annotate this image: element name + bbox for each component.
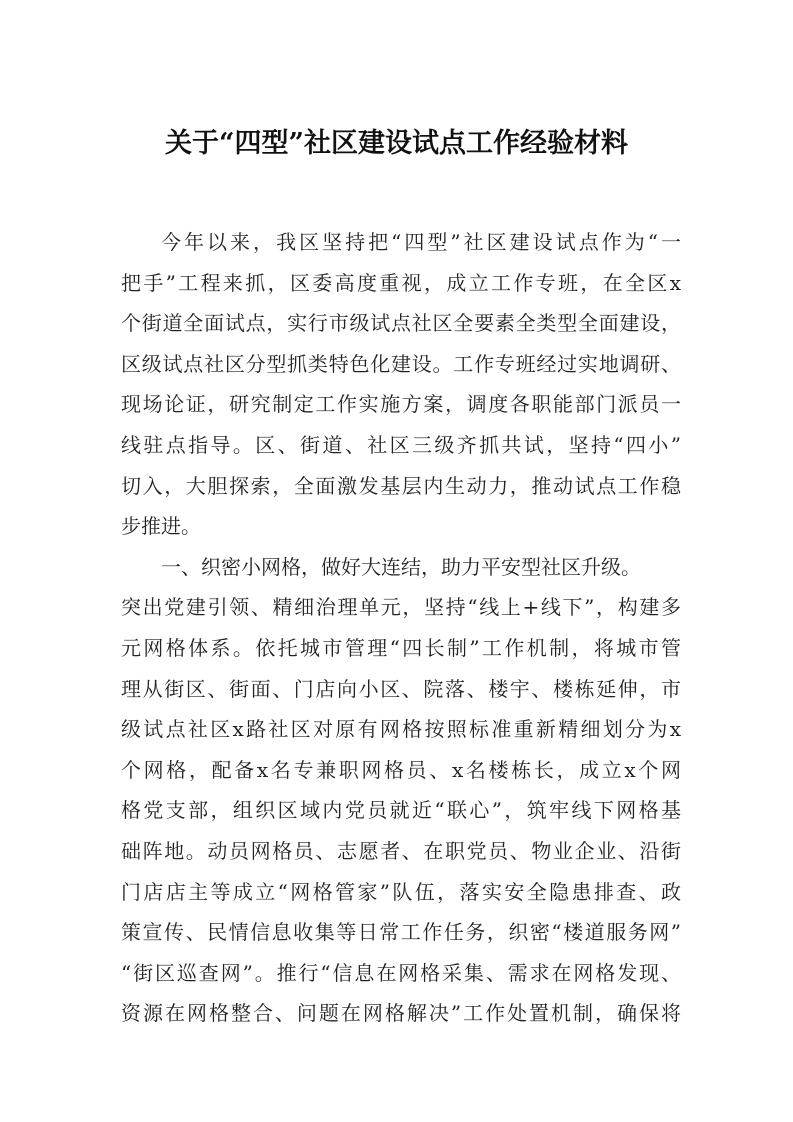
paragraph-2-line-11: 资源在网格整合、问题在网格解决”工作处置机制，确保将 [121, 1001, 681, 1026]
paragraph-2-line-2: 元网格体系。依托城市管理“四长制”工作机制，将城市管 [121, 635, 681, 660]
paragraph-1-line-1: 今年以来，我区坚持把“四型”社区建设试点作为“一 [161, 230, 681, 254]
document-body [121, 222, 681, 1034]
paragraph-2-line-6: 格党支部，组织区域内党员就近“联心”，筑牢线下网格基 [121, 798, 681, 823]
paragraph-2-line-3: 理从街区、街面、门店向小区、院落、楼宇、楼栋延伸，市 [121, 676, 681, 701]
paragraph-2-line-5: 个网格，配备x名专兼职网格员、x名楼栋长，成立x个网 [121, 757, 681, 782]
paragraph-1-line-2: 把手”工程来抓，区委高度重视，成立工作专班，在全区x [121, 270, 681, 295]
section-1-heading: 一、织密小网格，做好大连结，助力平安型社区升级。 [161, 554, 641, 579]
paragraph-2-line-4: 级试点社区x路社区对原有网格按照标准重新精细划分为x [121, 717, 681, 742]
paragraph-1-line-3: 个街道全面试点，实行市级试点社区全要素全类型全面建设， [121, 311, 681, 336]
paragraph-2-line-10: “街区巡查网”。推行“信息在网格采集、需求在网格发现、 [121, 960, 681, 985]
paragraph-1-line-6: 线驻点指导。区、街道、社区三级齐抓共试，坚持“四小” [121, 432, 681, 457]
paragraph-2-line-1: 突出党建引领、精细治理单元，坚持“线上+线下”，构建多 [121, 595, 681, 620]
paragraph-2-line-7: 础阵地。动员网格员、志愿者、在职党员、物业企业、沿街 [121, 838, 681, 863]
paragraph-2-line-9: 策宣传、民情信息收集等日常工作任务，织密“楼道服务网” [121, 920, 681, 945]
paragraph-1-line-8: 步推进。 [121, 514, 201, 539]
paragraph-1-line-5: 现场论证，研究制定工作实施方案，调度各职能部门派员一 [121, 392, 681, 417]
paragraph-2-line-8: 门店店主等成立“网格管家”队伍，落实安全隐患排查、政 [121, 879, 681, 904]
paragraph-1-line-4: 区级试点社区分型抓类特色化建设。工作专班经过实地调研、 [121, 351, 681, 376]
document-title: 关于“四型”社区建设试点工作经验材料 [164, 128, 629, 159]
paragraph-1-line-7: 切入，大胆探索，全面激发基层内生动力，推动试点工作稳 [121, 473, 681, 498]
